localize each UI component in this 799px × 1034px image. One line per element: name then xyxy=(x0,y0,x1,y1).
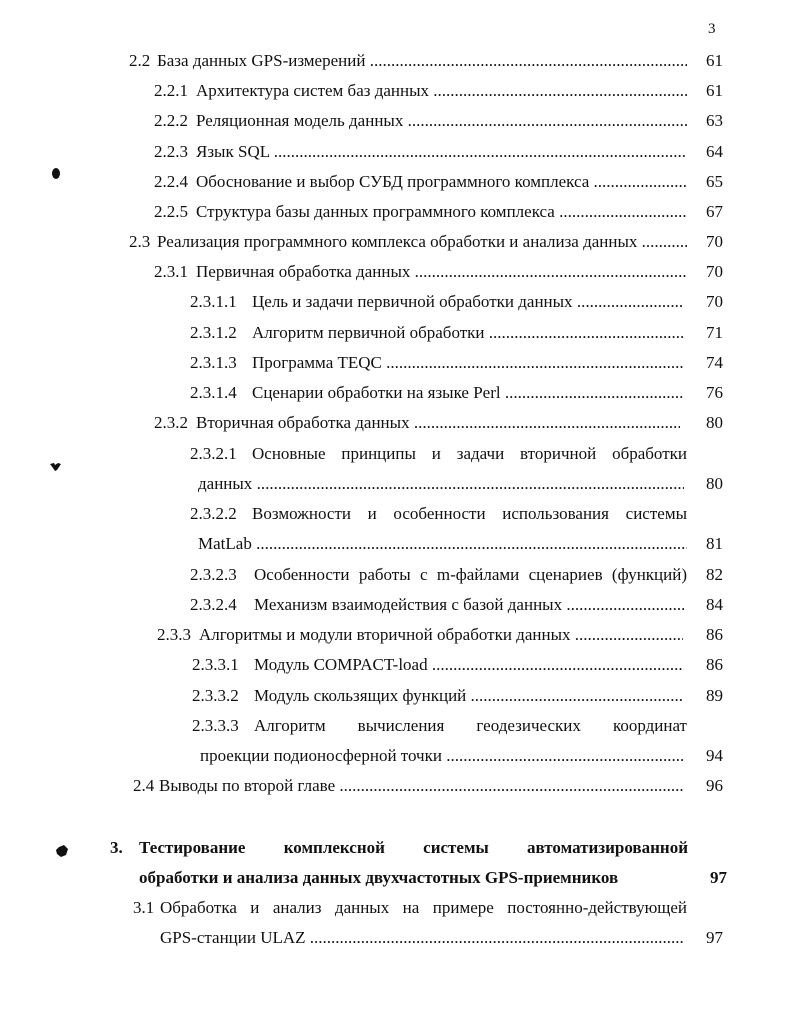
toc-title: Алгоритм вычисления геодезических координат xyxy=(254,716,687,735)
toc-title: Сценарии обработки на языке Perl ..... xyxy=(252,381,684,405)
toc-entry[interactable] xyxy=(190,321,684,345)
toc-title: GPS-станции ULAZ ..... xyxy=(160,926,684,950)
toc-entry[interactable] xyxy=(190,442,687,466)
toc-number: 2.3.1.4 xyxy=(190,383,237,402)
toc-title: Алгоритм первичной обработки ..... xyxy=(252,321,684,345)
toc-title: Модуль COMPACT-load ..... xyxy=(254,653,684,677)
toc-number: 2.3.1.2 xyxy=(190,323,237,342)
toc-number: 2.2 xyxy=(129,51,151,70)
toc-number: 3.1 xyxy=(133,898,155,917)
toc-entry[interactable] xyxy=(190,563,687,587)
toc-entry[interactable] xyxy=(190,593,684,617)
toc-entry-continuation[interactable] xyxy=(200,744,684,768)
toc-page: 64 xyxy=(706,142,723,161)
toc-page: 70 xyxy=(706,262,723,281)
toc-entry[interactable] xyxy=(154,170,687,194)
toc-number: 2.3.3.3 xyxy=(192,716,239,735)
toc-number: 2.3.2.3 xyxy=(190,565,237,584)
binder-hole-mark xyxy=(50,460,61,468)
toc-title: Модуль скользящих функций ..... xyxy=(254,684,684,708)
toc-entry[interactable] xyxy=(154,200,687,224)
toc-entry-continuation[interactable] xyxy=(198,472,684,496)
toc-title: данных ..... xyxy=(198,472,684,496)
toc-entry[interactable] xyxy=(154,411,680,435)
toc-title: Выводы по второй главе ..... xyxy=(159,774,684,798)
toc-title: Программа TEQC ..... xyxy=(252,351,684,375)
toc-entry-continuation[interactable] xyxy=(160,926,684,950)
toc-number: 2.3.2 xyxy=(154,413,188,432)
toc-number: 2.3.2.1 xyxy=(190,444,237,463)
toc-title: Особенности работы с m-файлами сценариев (функций) xyxy=(254,565,687,584)
toc-page: 81 xyxy=(706,534,723,553)
toc-entry[interactable] xyxy=(157,623,683,647)
toc-entry[interactable] xyxy=(133,896,687,920)
toc-entry[interactable] xyxy=(154,260,687,284)
toc-entry[interactable] xyxy=(154,140,687,164)
toc-title: Структура базы данных программного комплекса ..... xyxy=(196,200,687,224)
toc-entry[interactable] xyxy=(129,230,687,254)
toc-number: 3. xyxy=(110,838,123,857)
toc-entry[interactable] xyxy=(154,79,687,103)
toc-page: 70 xyxy=(706,232,723,251)
toc-number: 2.3.3.1 xyxy=(192,655,239,674)
toc-page: 61 xyxy=(706,51,723,70)
toc-number: 2.3 xyxy=(129,232,151,251)
binder-hole-mark xyxy=(56,845,68,857)
toc-number: 2.3.1 xyxy=(154,262,188,281)
toc-title: Обоснование и выбор СУБД программного комплекса ..... xyxy=(196,170,687,194)
toc-title: База данных GPS-измерений ..... xyxy=(157,49,687,73)
toc-page: 61 xyxy=(706,81,723,100)
toc-number: 2.3.1.3 xyxy=(190,353,237,372)
toc-title: Цель и задачи первичной обработки данных ..... xyxy=(252,290,684,314)
toc-title: Алгоритмы и модули вторичной обработки данных ..... xyxy=(199,623,683,647)
toc-number: 2.3.1.1 xyxy=(190,292,237,311)
toc-page: 96 xyxy=(706,776,723,795)
toc-page: 82 xyxy=(706,565,723,584)
toc-page: 86 xyxy=(706,625,723,644)
toc-entry[interactable] xyxy=(190,351,684,375)
toc-page: 89 xyxy=(706,686,723,705)
toc-title: проекции подионосферной точки ..... xyxy=(200,744,684,768)
toc-title: Первичная обработка данных ..... xyxy=(196,260,687,284)
toc-page: 94 xyxy=(706,746,723,765)
toc-title: Возможности и особенности использования системы xyxy=(252,504,687,523)
toc-title: Архитектура систем баз данных ..... xyxy=(196,79,687,103)
toc-page: 67 xyxy=(706,202,723,221)
toc-page: 70 xyxy=(706,292,723,311)
toc-title: Тестирование комплексной системы автоматизированной xyxy=(139,838,688,857)
toc-page: 63 xyxy=(706,111,723,130)
toc-page: 97 xyxy=(706,928,723,947)
toc-number: 2.3.3 xyxy=(157,625,191,644)
toc-entry[interactable] xyxy=(154,109,687,133)
toc-entry[interactable] xyxy=(190,290,684,314)
toc-number: 2.2.5 xyxy=(154,202,188,221)
toc-entry[interactable] xyxy=(192,684,684,708)
toc-title: обработки и анализа данных двухчастотных GPS-приемников xyxy=(139,868,619,887)
toc-entry[interactable] xyxy=(133,774,684,798)
toc-entry[interactable] xyxy=(190,381,684,405)
toc-title: MatLab ..... xyxy=(198,532,687,556)
toc-number: 2.4 xyxy=(133,776,155,795)
toc-number: 2.3.3.2 xyxy=(192,686,239,705)
toc-number: 2.2.2 xyxy=(154,111,188,130)
toc-entry[interactable] xyxy=(190,502,687,526)
toc-page: 84 xyxy=(706,595,723,614)
toc-page: 74 xyxy=(706,353,723,372)
toc-page: 97 xyxy=(710,868,727,887)
toc-entry[interactable] xyxy=(192,653,684,677)
toc-page: 80 xyxy=(706,474,723,493)
toc-title: Основные принципы и задачи вторичной обработки xyxy=(252,444,687,463)
toc-number: 2.2.3 xyxy=(154,142,188,161)
toc-title: Обработка и анализ данных на примере постоянно-действующей xyxy=(160,898,687,917)
toc-page: 71 xyxy=(706,323,723,342)
toc-title: Язык SQL ..... xyxy=(196,140,687,164)
toc-number: 2.2.4 xyxy=(154,172,188,191)
toc-title: Вторичная обработка данных ..... xyxy=(196,411,680,435)
binder-hole-mark xyxy=(52,168,60,179)
toc-chapter-continuation[interactable] xyxy=(139,866,699,890)
toc-title: Реализация программного комплекса обработки и анализа данных ..... xyxy=(157,230,687,254)
toc-page: 80 xyxy=(706,413,723,432)
toc-entry[interactable] xyxy=(129,49,687,73)
toc-page: 65 xyxy=(706,172,723,191)
toc-title: Механизм взаимодействия с базой данных ..... xyxy=(254,593,684,617)
toc-number: 2.3.2.4 xyxy=(190,595,237,614)
toc-page: 86 xyxy=(706,655,723,674)
toc-page: 76 xyxy=(706,383,723,402)
toc-number: 2.2.1 xyxy=(154,81,188,100)
toc-title: Реляционная модель данных ..... xyxy=(196,109,687,133)
toc-entry-continuation[interactable] xyxy=(198,532,687,556)
toc-entry[interactable] xyxy=(192,714,687,738)
page-number: 3 xyxy=(708,21,716,37)
toc-number: 2.3.2.2 xyxy=(190,504,237,523)
toc-chapter[interactable] xyxy=(110,836,688,860)
